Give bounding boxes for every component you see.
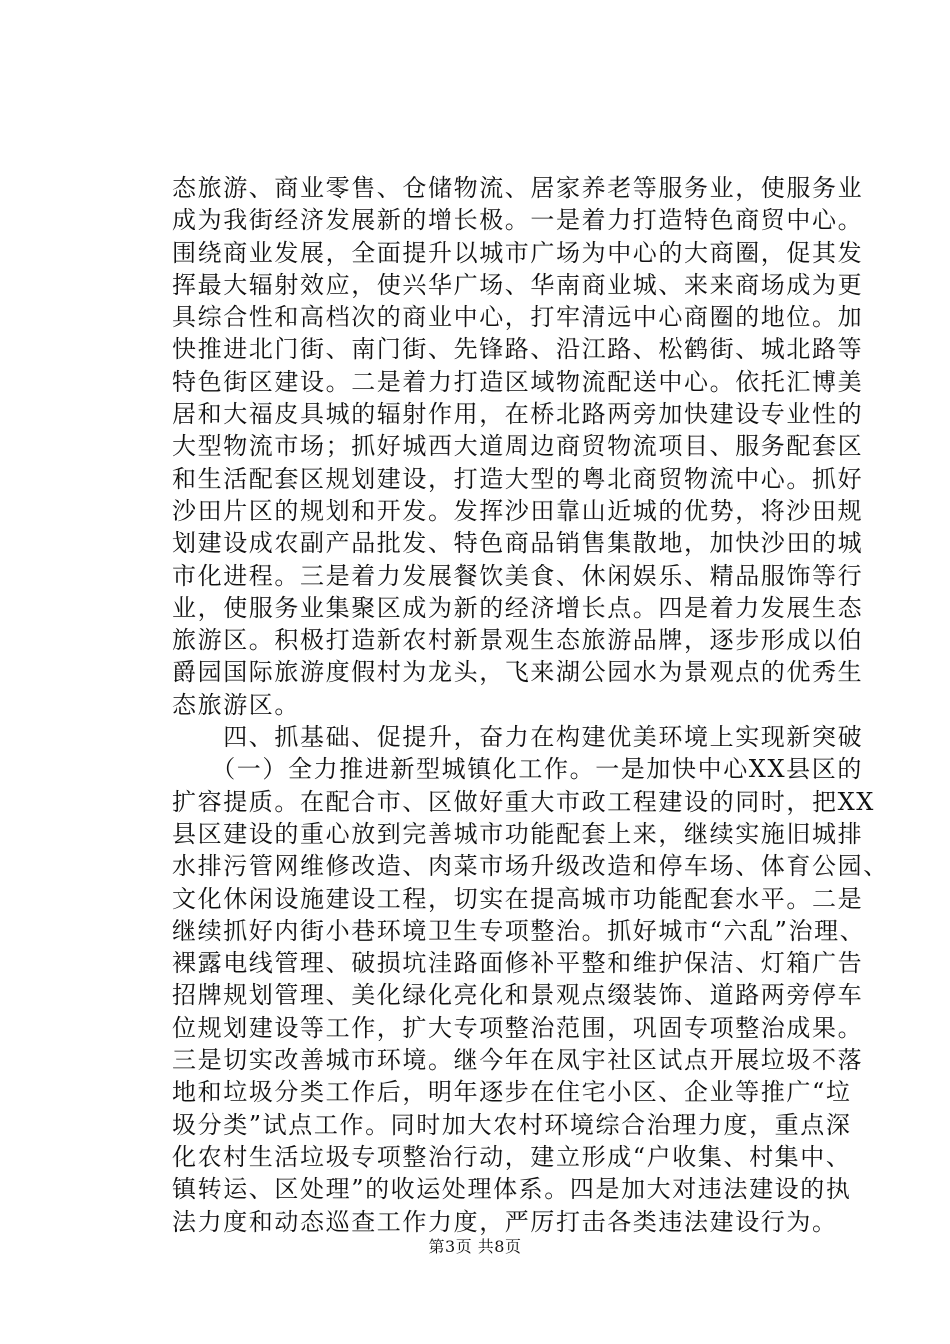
text-line: （一）全力推进新型城镇化工作。一是加快中心XX县区的 xyxy=(172,755,863,784)
text-line: 业，使服务业集聚区成为新的经济增长点。四是着力发展生态 xyxy=(172,593,864,622)
text-line: 围绕商业发展，全面提升以城市广场为中心的大商圈，促其发 xyxy=(172,238,864,267)
text-line: 爵园国际旅游度假村为龙头，飞来湖公园水为景观点的优秀生 xyxy=(172,658,864,687)
text-line: 地和垃圾分类工作后，明年逐步在住宅小区、企业等推广“垃 xyxy=(172,1078,852,1107)
text-line: 挥最大辐射效应，使兴华广场、华南商业城、来来商场成为更 xyxy=(172,270,864,299)
text-line: 大型物流市场；抓好城西大道周边商贸物流项目、服务配套区 xyxy=(172,432,864,461)
text-line: 招牌规划管理、美化绿化亮化和景观点缀装饰、道路两旁停车 xyxy=(172,981,864,1010)
text-line: 沙田片区的规划和开发。发挥沙田靠山近城的优势，将沙田规 xyxy=(172,496,864,525)
text-line: 市化进程。三是着力发展餐饮美食、休闲娱乐、精品服饰等行 xyxy=(172,561,864,590)
text-line: 具综合性和高档次的商业中心，打牢清远中心商圈的地位。加 xyxy=(172,303,864,332)
text-line: 和生活配套区规划建设，打造大型的粤北商贸物流中心。抓好 xyxy=(172,464,864,493)
text-line: 裸露电线管理、破损坑洼路面修补平整和维护保洁、灯箱广告 xyxy=(172,949,864,978)
text-line: 文化休闲设施建设工程，切实在提高城市功能配套水平。二是 xyxy=(172,884,864,913)
text-line: 快推进北门街、南门街、先锋路、沿江路、松鹤街、城北路等 xyxy=(172,335,864,364)
text-line: 化农村生活垃圾专项整治行动，建立形成“户收集、村集中、 xyxy=(172,1142,852,1171)
text-line: 水排污管网维修改造、肉菜市场升级改造和停车场、体育公园、 xyxy=(172,852,889,881)
body-text xyxy=(172,172,889,1238)
text-line: 居和大福皮具城的辐射作用，在桥北路两旁加快建设专业性的 xyxy=(172,400,864,429)
text-line: 县区建设的重心放到完善城市功能配套上来，继续实施旧城排 xyxy=(172,819,864,848)
text-line: 镇转运、区处理”的收运处理体系。四是加大对违法建设的执 xyxy=(172,1175,852,1204)
text-line: 位规划建设等工作，扩大专项整治范围，巩固专项整治成果。 xyxy=(172,1013,864,1042)
text-line: 态旅游区。 xyxy=(172,690,300,719)
text-line: 旅游区。积极打造新农村新景观生态旅游品牌，逐步形成以伯 xyxy=(172,626,864,655)
text-line: 划建设成农副产品批发、特色商品销售集散地，加快沙田的城 xyxy=(172,529,864,558)
text-line: 扩容提质。在配合市、区做好重大市政工程建设的同时，把XX xyxy=(172,787,875,816)
text-line: 四、抓基础、促提升，奋力在构建优美环境上实现新突破 xyxy=(172,723,864,752)
page-footer: 第3页 共8页 xyxy=(428,1237,522,1256)
text-line: 特色街区建设。二是着力打造区域物流配送中心。依托汇博美 xyxy=(172,367,864,396)
text-line: 继续抓好内街小巷环境卫生专项整治。抓好城市“六乱”治理、 xyxy=(172,916,866,945)
text-line: 态旅游、商业零售、仓储物流、居家养老等服务业，使服务业 xyxy=(172,174,864,202)
text-line: 三是切实改善城市环境。继今年在凤宇社区试点开展垃圾不落 xyxy=(172,1046,864,1075)
text-line: 成为我街经济发展新的增长极。一是着力打造特色商贸中心。 xyxy=(172,206,864,235)
text-line: 圾分类”试点工作。同时加大农村环境综合治理力度，重点深 xyxy=(172,1110,852,1139)
text-line: 法力度和动态巡查工作力度，严厉打击各类违法建设行为。 xyxy=(172,1207,838,1236)
